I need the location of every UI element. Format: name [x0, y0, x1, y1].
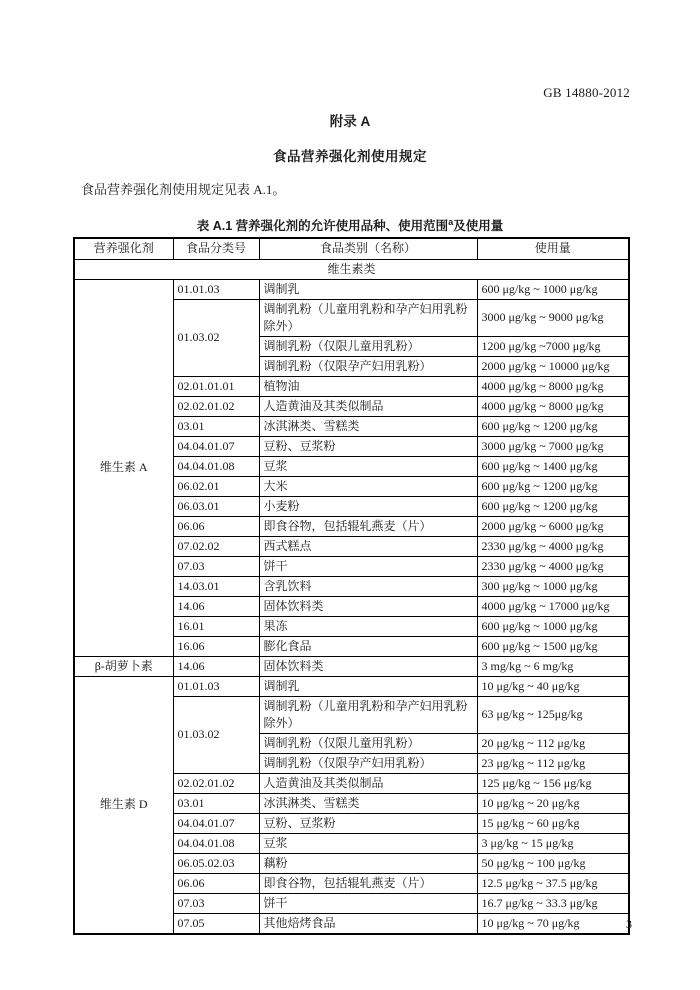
- food-category-cell: 调制乳粉（仅限孕产妇用乳粉）: [259, 753, 477, 773]
- table-caption: [0, 216, 700, 234]
- usage-amount-cell: 600 μg/kg ~ 1200 μg/kg: [477, 496, 629, 516]
- table-row: [74, 676, 629, 696]
- food-category-cell: 固体饮料类: [259, 656, 477, 676]
- header-food-category: 食品类别（名称）: [259, 238, 477, 259]
- food-code-cell: 02.02.01.02: [173, 773, 259, 793]
- table-row: [74, 279, 629, 299]
- usage-amount-cell: 600 μg/kg ~ 1500 μg/kg: [477, 636, 629, 656]
- usage-amount-cell: 3 μg/kg ~ 15 μg/kg: [477, 833, 629, 853]
- food-category-cell: 调制乳粉（儿童用乳粉和孕产妇用乳粉除外）: [259, 299, 477, 336]
- usage-amount-cell: 4000 μg/kg ~ 8000 μg/kg: [477, 396, 629, 416]
- food-code-cell: 02.01.01.01: [173, 376, 259, 396]
- standard-number: GB 14880-2012: [543, 85, 630, 100]
- usage-amount-cell: 3000 μg/kg ~ 9000 μg/kg: [477, 299, 629, 336]
- food-category-cell: 植物油: [259, 376, 477, 396]
- food-category-cell: 即食谷物，包括辊轧燕麦（片）: [259, 516, 477, 536]
- usage-amount-cell: 300 μg/kg ~ 1000 μg/kg: [477, 576, 629, 596]
- page-number: 3: [626, 917, 632, 931]
- food-category-cell: 调制乳粉（仅限孕产妇用乳粉）: [259, 356, 477, 376]
- usage-amount-cell: 16.7 μg/kg ~ 33.3 μg/kg: [477, 893, 629, 913]
- food-code-cell: 06.03.01: [173, 496, 259, 516]
- nutrient-cell: 维生素 D: [74, 676, 173, 934]
- food-code-cell: 16.06: [173, 636, 259, 656]
- usage-amount-cell: 4000 μg/kg ~ 8000 μg/kg: [477, 376, 629, 396]
- food-category-cell: 调制乳: [259, 279, 477, 299]
- food-category-cell: 即食谷物，包括辊轧燕麦（片）: [259, 873, 477, 893]
- nutrient-cell: β-胡萝卜素: [74, 656, 173, 676]
- food-category-cell: 豆浆: [259, 833, 477, 853]
- header-usage-amount: 使用量: [477, 238, 629, 259]
- food-code-cell: 14.03.01: [173, 576, 259, 596]
- food-category-cell: 冰淇淋类、雪糕类: [259, 793, 477, 813]
- usage-amount-cell: 63 μg/kg ~ 125μg/kg: [477, 696, 629, 733]
- food-code-cell: 01.01.03: [173, 676, 259, 696]
- fortifier-regulation-table: [73, 237, 630, 935]
- usage-amount-cell: 600 μg/kg ~ 1200 μg/kg: [477, 416, 629, 436]
- food-category-cell: 饼干: [259, 556, 477, 576]
- food-category-cell: 调制乳: [259, 676, 477, 696]
- food-code-cell: 02.02.01.02: [173, 396, 259, 416]
- table-caption-footnote-mark: a: [448, 216, 454, 227]
- usage-amount-cell: 2330 μg/kg ~ 4000 μg/kg: [477, 536, 629, 556]
- food-code-cell: 07.03: [173, 556, 259, 576]
- food-category-cell: 藕粉: [259, 853, 477, 873]
- food-category-cell: 其他焙烤食品: [259, 913, 477, 934]
- food-code-cell: 03.01: [173, 416, 259, 436]
- usage-amount-cell: 10 μg/kg ~ 20 μg/kg: [477, 793, 629, 813]
- usage-amount-cell: 600 μg/kg ~ 1400 μg/kg: [477, 456, 629, 476]
- food-code-cell: 07.02.02: [173, 536, 259, 556]
- food-category-cell: 豆粉、豆浆粉: [259, 813, 477, 833]
- food-category-cell: 西式糕点: [259, 536, 477, 556]
- food-code-cell: 16.01: [173, 616, 259, 636]
- food-code-cell: 06.02.01: [173, 476, 259, 496]
- food-code-cell: 04.04.01.08: [173, 456, 259, 476]
- food-code-cell: 06.05.02.03: [173, 853, 259, 873]
- food-code-cell: 01.03.02: [173, 696, 259, 773]
- header-nutrient: 营养强化剂: [74, 238, 173, 259]
- food-category-cell: 小麦粉: [259, 496, 477, 516]
- food-code-cell: 04.04.01.07: [173, 436, 259, 456]
- usage-amount-cell: 10 μg/kg ~ 70 μg/kg: [477, 913, 629, 934]
- usage-amount-cell: 1200 μg/kg ~7000 μg/kg: [477, 336, 629, 356]
- usage-amount-cell: 12.5 μg/kg ~ 37.5 μg/kg: [477, 873, 629, 893]
- food-code-cell: 06.06: [173, 873, 259, 893]
- table-caption-prefix: 表 A.1 营养强化剂的允许使用品种、使用范围: [196, 219, 449, 233]
- usage-amount-cell: 15 μg/kg ~ 60 μg/kg: [477, 813, 629, 833]
- food-code-cell: 07.05: [173, 913, 259, 934]
- section-row: [74, 259, 629, 279]
- food-code-cell: 01.01.03: [173, 279, 259, 299]
- table-caption-suffix: 及使用量: [453, 219, 504, 233]
- usage-amount-cell: 600 μg/kg ~ 1200 μg/kg: [477, 476, 629, 496]
- page-title: 食品营养强化剂使用规定: [273, 149, 427, 164]
- food-code-cell: 07.03: [173, 893, 259, 913]
- food-code-cell: 04.04.01.07: [173, 813, 259, 833]
- food-category-cell: 豆浆: [259, 456, 477, 476]
- header-food-code: 食品分类号: [173, 238, 259, 259]
- usage-amount-cell: 3 mg/kg ~ 6 mg/kg: [477, 656, 629, 676]
- section-label: 维生素类: [74, 259, 629, 279]
- food-code-cell: 14.06: [173, 656, 259, 676]
- food-code-cell: 14.06: [173, 596, 259, 616]
- food-category-cell: 冰淇淋类、雪糕类: [259, 416, 477, 436]
- usage-amount-cell: 20 μg/kg ~ 112 μg/kg: [477, 733, 629, 753]
- usage-amount-cell: 600 μg/kg ~ 1000 μg/kg: [477, 616, 629, 636]
- usage-amount-cell: 4000 μg/kg ~ 17000 μg/kg: [477, 596, 629, 616]
- food-code-cell: 01.03.02: [173, 299, 259, 376]
- food-category-cell: 果冻: [259, 616, 477, 636]
- food-code-cell: 03.01: [173, 793, 259, 813]
- food-category-cell: 调制乳粉（仅限儿童用乳粉）: [259, 336, 477, 356]
- nutrient-cell: 维生素 A: [74, 279, 173, 656]
- appendix-label: 附录 A: [329, 114, 371, 129]
- food-category-cell: 豆粉、豆浆粉: [259, 436, 477, 456]
- table-header-row: [74, 238, 629, 259]
- food-category-cell: 人造黄油及其类似制品: [259, 773, 477, 793]
- food-category-cell: 大米: [259, 476, 477, 496]
- usage-amount-cell: 2000 μg/kg ~ 6000 μg/kg: [477, 516, 629, 536]
- table-body: [74, 259, 629, 934]
- food-code-cell: 04.04.01.08: [173, 833, 259, 853]
- usage-amount-cell: 2330 μg/kg ~ 4000 μg/kg: [477, 556, 629, 576]
- intro-paragraph: 食品营养强化剂使用规定见表 A.1。: [81, 182, 286, 197]
- food-code-cell: 06.06: [173, 516, 259, 536]
- food-category-cell: 含乳饮料: [259, 576, 477, 596]
- food-category-cell: 固体饮料类: [259, 596, 477, 616]
- usage-amount-cell: 2000 μg/kg ~ 10000 μg/kg: [477, 356, 629, 376]
- food-category-cell: 人造黄油及其类似制品: [259, 396, 477, 416]
- food-category-cell: 饼干: [259, 893, 477, 913]
- food-category-cell: 调制乳粉（仅限儿童用乳粉）: [259, 733, 477, 753]
- usage-amount-cell: 600 μg/kg ~ 1000 μg/kg: [477, 279, 629, 299]
- food-category-cell: 膨化食品: [259, 636, 477, 656]
- table-row: [74, 656, 629, 676]
- usage-amount-cell: 3000 μg/kg ~ 7000 μg/kg: [477, 436, 629, 456]
- usage-amount-cell: 10 μg/kg ~ 40 μg/kg: [477, 676, 629, 696]
- usage-amount-cell: 23 μg/kg ~ 112 μg/kg: [477, 753, 629, 773]
- usage-amount-cell: 50 μg/kg ~ 100 μg/kg: [477, 853, 629, 873]
- food-category-cell: 调制乳粉（儿童用乳粉和孕产妇用乳粉除外）: [259, 696, 477, 733]
- usage-amount-cell: 125 μg/kg ~ 156 μg/kg: [477, 773, 629, 793]
